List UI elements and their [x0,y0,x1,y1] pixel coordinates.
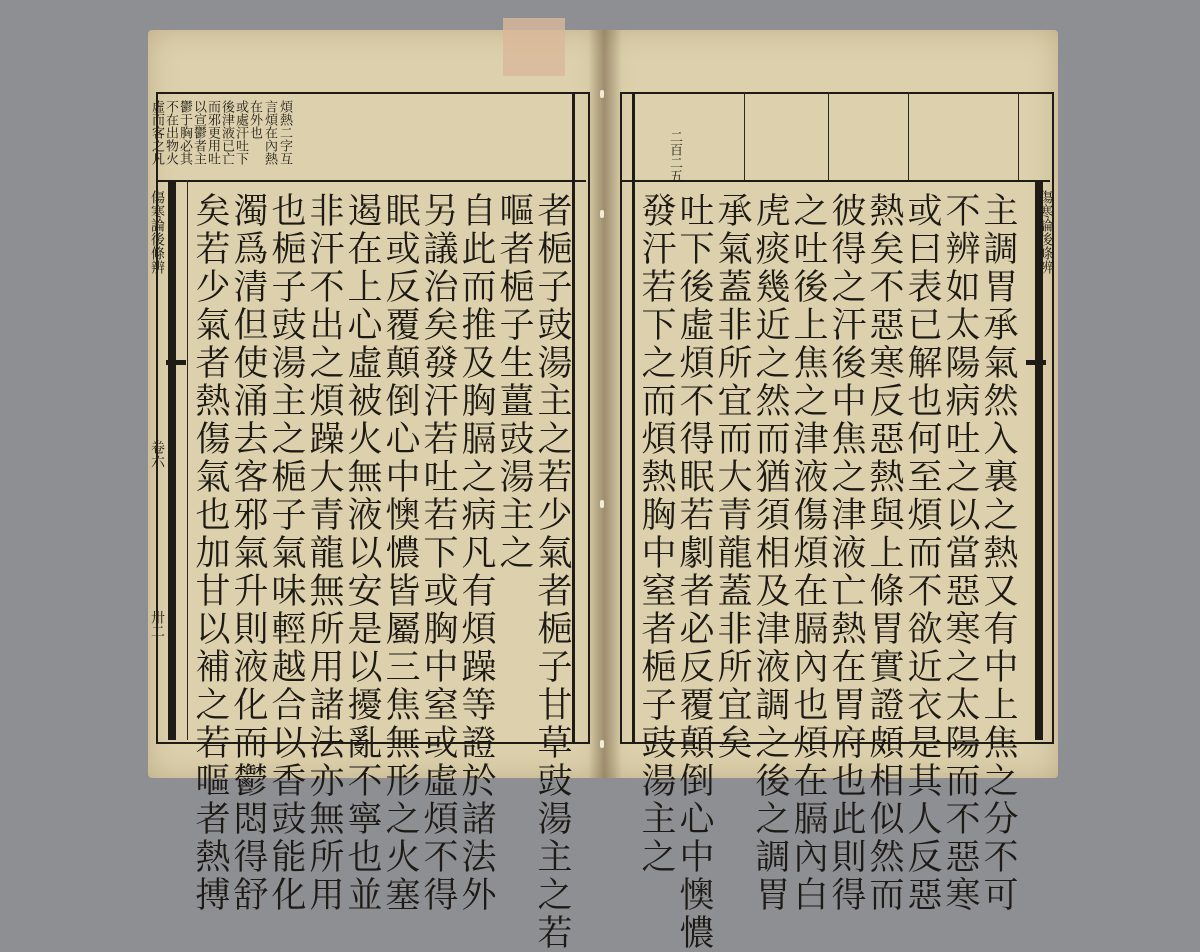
left-fold-title: 傷寒論後條辨 [149,190,165,274]
right-header-cell-rule [908,92,909,180]
left-text-column: 另議治矣發汗若吐若下或胸中窒或虛煩不得 [418,192,458,914]
right-fold-title: 傷寒論後條辨 [1037,190,1053,274]
left-text-column: 自此而推及胸膈之病凡有煩躁等證於諸法外 [456,192,496,914]
left-text-column: 非汗不出之煩躁大青龍無所用諸法亦無所用 [304,192,344,914]
left-text-column: 矣若少氣者熱傷氣也加甘以補之若嘔者熱搏 [190,192,230,914]
left-text-column: 濁爲清但使涌去客邪氣升則液化而鬱悶得舒 [228,192,268,914]
left-note-column: 鬱于胸必其 [177,100,192,165]
left-text-column: 也梔子豉湯主之梔子氣味輕越合以香豉能化 [266,192,306,914]
left-note-column: 言煩在內熱 [262,100,277,165]
left-text-column: 者梔子豉湯主之若少氣者梔子甘草豉湯主之若 [532,192,572,952]
right-header-cell-rule [1018,92,1019,180]
fold-fish-tail-mark [166,360,186,365]
left-note-column: 虛而客之凡 [149,100,164,165]
fold-fish-tail-mark [1026,360,1046,365]
right-text-column: 彼得之汗後中焦之津液亡熱在胃府也此則得 [826,192,866,914]
right-fold-edge [632,92,635,742]
right-text-column: 不辨如太陽病吐之以當惡寒之太陽而不惡寒 [940,192,980,914]
binding-stitch [600,740,604,748]
right-text-column: 發汗若下之而煩熱胸中窒者梔子豉湯主之 [636,192,676,876]
left-note-column: 煩熱二字互 [277,100,292,165]
right-text-column: 主調胃承氣然入裏之熱又有中上焦之分不可 [978,192,1018,914]
right-text-column: 或曰表已解也何至煩而不欲近衣是其人反惡 [902,192,942,914]
right-text-column: 承氣蓋非所宜而大青龍蓋非所宜矣 [712,192,752,762]
right-text-column: 之吐後上焦之津液傷煩在膈內也煩在膈內白 [788,192,828,914]
left-note-column: 或處汗吐下 [233,100,248,165]
right-header-cell-rule [744,92,745,180]
left-margin-rule [168,180,176,740]
binding-stitch [600,210,604,218]
left-note-column: 在外也 [247,100,262,139]
left-fold-edge [572,92,575,742]
left-margin-inner-rule [187,180,188,740]
left-note-column: 後津液已亡 [219,100,234,165]
paper-tag [503,18,565,76]
left-text-column: 眠或反覆顛倒心中懊憹皆屬三焦無形之火塞 [380,192,420,914]
left-text-column: 遏在上心虛被火無液以安是以擾亂不寧也並 [342,192,382,914]
right-header-divider [620,180,1050,182]
left-note-column: 以宣鬱者主 [191,100,206,165]
left-note-column: 而邪更用吐 [205,100,220,165]
left-note-column: 不在出物火 [163,100,178,165]
binding-stitch [600,90,604,98]
book-gutter [588,30,622,778]
right-header-cell-rule [828,92,829,180]
left-text-column: 嘔者梔子生薑豉湯主之 [494,192,534,572]
left-note-divider [156,180,586,182]
left-fold-page-number: 卅二 [149,610,165,638]
right-text-column: 吐下後虛煩不得眠若劇者必反覆顛倒心中懊憹 [674,192,714,952]
right-margin-label: 二百二五 [667,130,682,182]
left-fold-volume: 卷六 [149,440,165,468]
binding-stitch [600,500,604,508]
right-text-column: 熱矣不惡寒反惡熱與上條胃實證頗相似然而 [864,192,904,914]
right-text-column: 虎痰幾近之然而猶須相及津液調之後之調胃 [750,192,790,914]
open-book [148,30,1058,952]
